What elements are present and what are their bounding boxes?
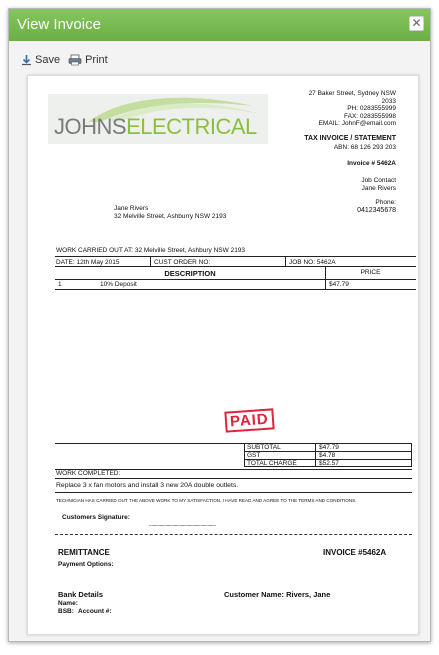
divider [150, 256, 151, 266]
subtotal-value: $47.79 [319, 444, 339, 451]
logo-text-johns: JOHNS [54, 114, 127, 139]
contact-phone-label: Phone: [375, 199, 396, 206]
logo-wordmark [54, 114, 257, 140]
signature-label: Customers Signature: [62, 514, 130, 521]
company-email: EMAIL: JohnF@email.com [318, 120, 396, 127]
invoice-document [27, 75, 419, 635]
invoice-toolbar [21, 52, 116, 68]
company-abn: ABN: 68 126 293 203 [333, 144, 396, 151]
divider [55, 478, 412, 479]
contact-phone-value: 0412345678 [357, 207, 396, 214]
technician-statement: TECHNICIAN HAS CARRIED OUT THE ABOVE WORK TO MY SATISFACTION. I HAVE READ AND AGREE TO THE TERMS AND CONDITIONS. [56, 498, 357, 503]
save-button[interactable] [21, 54, 60, 66]
company-address-line1: 27 Baker Street, Sydney NSW [308, 90, 396, 97]
dialog-title: View Invoice [17, 16, 101, 33]
paid-stamp: PAID [224, 408, 274, 432]
line-qty: 1 [58, 281, 62, 288]
save-label: Save [35, 54, 61, 66]
customer-block [114, 205, 226, 221]
print-button[interactable] [68, 54, 108, 66]
bank-name-label: Name: [58, 600, 78, 607]
subtotal-label: SUBTOTAL [247, 444, 281, 451]
description-header: DESCRIPTION [164, 269, 216, 278]
logo-text-electrical: ELECTRICAL [126, 114, 257, 139]
work-completed-label: WORK COMPLETED: [56, 470, 121, 477]
divider [315, 443, 316, 467]
remittance-title: REMITTANCE [58, 548, 110, 557]
gst-value: $4.78 [319, 452, 336, 459]
payment-options: Payment Options: [58, 561, 114, 568]
job-contact [246, 177, 396, 192]
close-icon[interactable]: ✕ [409, 16, 424, 31]
work-completed-text: Replace 3 x fan motors and install 3 new 20A double outlets. [56, 482, 239, 489]
company-details [246, 90, 396, 128]
divider [285, 256, 286, 266]
customer-address: 32 Melville Street, Ashburry NSW 2193 [114, 213, 227, 220]
bank-bsb-label: BSB: [58, 608, 74, 615]
company-fax: FAX: 0283555998 [343, 112, 396, 120]
job-contact-name: Jane Rivers [361, 184, 396, 192]
print-label: Print [85, 54, 108, 66]
divider [55, 266, 416, 267]
dialog-titlebar [9, 9, 430, 41]
price-header: PRICE [360, 269, 381, 276]
job-no: JOB NO: 5462A [289, 259, 336, 266]
remittance-invoice-no: INVOICE #5462A [323, 548, 387, 557]
company-logo [48, 94, 268, 144]
divider [55, 279, 416, 280]
divider [55, 289, 416, 290]
printer-icon [68, 54, 82, 66]
customer-name: Jane Rivers [114, 205, 149, 212]
job-contact-label: Job Contact [361, 177, 396, 184]
divider [55, 492, 412, 493]
divider [325, 266, 326, 289]
signature-line: ......................................................... [149, 522, 216, 528]
cust-order-no: CUST ORDER NO: [154, 259, 211, 266]
remittance-customer-name: Customer Name: Rivers, Jane [224, 590, 331, 599]
divider [55, 256, 416, 257]
company-phone: PH: 0283555999 [347, 105, 396, 112]
company-address-line2: 2033 [381, 97, 396, 105]
total-label: TOTAL CHARGE [247, 460, 297, 467]
gst-label: GST [247, 452, 261, 459]
bank-account-label: Account #: [78, 608, 112, 615]
total-value: $52.57 [319, 460, 339, 467]
work-location: WORK CARRIED OUT AT: 32 Melville Street, Ashbury NSW 2193 [56, 247, 246, 254]
contact-phone [246, 199, 396, 215]
bank-details-label: Bank Details [58, 590, 104, 599]
download-icon [21, 54, 32, 66]
doc-type: TAX INVOICE / STATEMENT [304, 135, 396, 142]
view-invoice-dialog [8, 8, 431, 642]
remittance-divider [55, 534, 412, 535]
invoice-number: Invoice # 5462A [347, 160, 396, 167]
line-description: 10% Deposit [100, 281, 137, 288]
work-date: DATE: 12th May 2015 [56, 259, 120, 266]
line-price: $47.79 [329, 281, 349, 288]
